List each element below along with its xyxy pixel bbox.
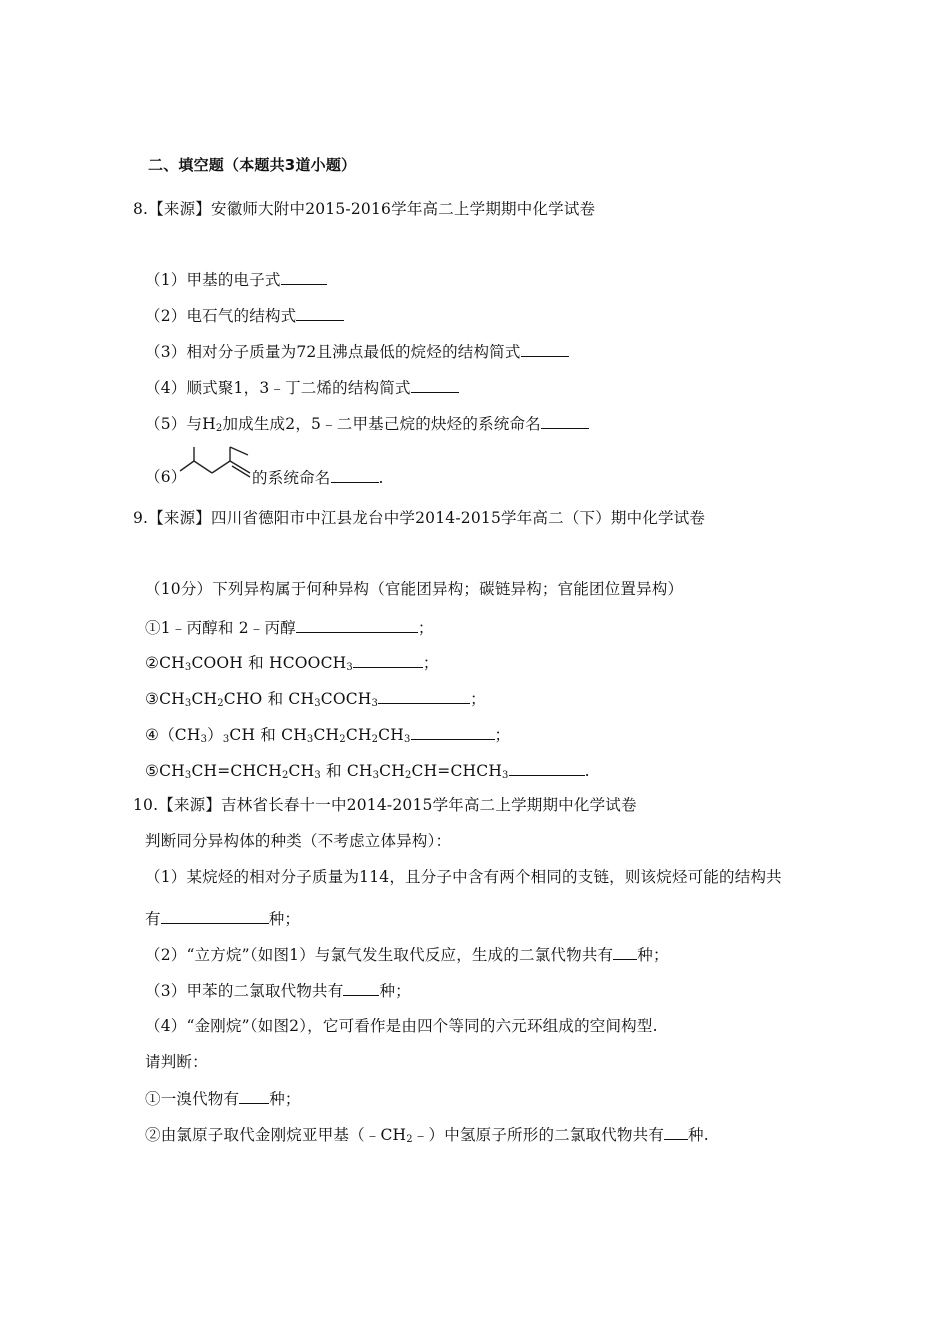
answer-blank[interactable] (411, 723, 495, 740)
answer-blank[interactable] (331, 466, 379, 483)
q10-sub-1: ①一溴代物有 种； (145, 1087, 301, 1110)
q9-item-2: $②CH_3COOH$ 和 $HCOOCH_3$ ； (145, 651, 439, 674)
q8-item-1: （1）甲基的电子式 (145, 268, 327, 291)
skeletal-structure-figure (178, 443, 256, 487)
q9-item-4: $④(CH_3)_3CH$ 和 $CH_3CH_2CH_2CH_3$ ； (145, 723, 510, 746)
answer-blank[interactable] (161, 907, 269, 924)
q9-intro: （10分）下列异构属于何种异构（官能团异构；碳链异构；官能团位置异构） (145, 580, 684, 598)
q10-intro: 判断同分异构体的种类（不考虑立体异构）： (145, 832, 452, 850)
answer-blank[interactable] (281, 268, 327, 285)
answer-blank[interactable] (239, 1087, 269, 1104)
section-title: 二、填空题（本题共3道小题） (148, 156, 357, 174)
answer-blank[interactable] (411, 376, 459, 393)
q8-item-2: （2）电石气的结构式 (145, 304, 344, 327)
q10-item-3: （3）甲苯的二氯取代物共有 种； (145, 979, 411, 1002)
q8-item-3: （3）相对分子质量为72且沸点最低的烷烃的结构简式 (145, 340, 569, 363)
answer-blank[interactable] (353, 651, 423, 668)
q8-item-6: 的系统命名 . (252, 466, 384, 489)
q10-item-4: （4）“金刚烷”（如图2），它可看作是由四个等同的六元环组成的空间构型. (145, 1017, 658, 1035)
q9-item-1: ①1﹣丙醇和 2﹣丙醇 ； (145, 616, 434, 639)
answer-blank[interactable] (509, 759, 585, 776)
answer-blank[interactable] (296, 616, 418, 633)
q9-item-3: $③CH_3CH_2CHO$ 和 $CH_3COCH_3$ ； (145, 687, 486, 710)
q10-prompt: 请判断： (145, 1053, 208, 1071)
q9-header: 9.【来源】四川省德阳市中江县龙台中学2014-2015学年高二（下）期中化学试卷 (133, 509, 706, 527)
answer-blank[interactable] (541, 412, 589, 429)
answer-blank[interactable] (664, 1123, 688, 1140)
q8-item-5: （5）与$H_2$加成生成2，5﹣二甲基己烷的炔烃的系统命名 (145, 412, 589, 435)
q10-item-2: （2）“立方烷”（如图1）与氯气发生取代反应，生成的二氯代物共有 种； (145, 943, 669, 966)
answer-blank[interactable] (296, 304, 344, 321)
answer-blank[interactable] (378, 687, 470, 704)
q8-item-4: （4）顺式聚1，3﹣丁二烯的结构简式 (145, 376, 459, 399)
q10-sub-2: ②由氯原子取代金刚烷亚甲基$(﹣CH_2﹣)$中氢原子所形的二氯取代物共有 种. (145, 1123, 709, 1146)
q10-header: 10.【来源】吉林省长春十一中2014-2015学年高二上学期期中化学试卷 (133, 796, 637, 814)
q10-item-1: （1）某烷烃的相对分子质量为114，且分子中含有两个相同的支链，则该烷烃可能的结构共 (145, 868, 782, 886)
answer-blank[interactable] (613, 943, 637, 960)
answer-blank[interactable] (343, 979, 379, 996)
q9-item-5: $⑤CH_3CH=CHCH_2CH_3$ 和 $CH_3CH_2CH=CHCH_3$ . (145, 759, 590, 782)
answer-blank[interactable] (521, 340, 569, 357)
q8-item-6-prefix: （6） (145, 468, 187, 486)
q8-header: 8.【来源】安徽师大附中2015-2016学年高二上学期期中化学试卷 (133, 200, 596, 218)
q10-item-1-cont: 有 种； (145, 907, 300, 930)
